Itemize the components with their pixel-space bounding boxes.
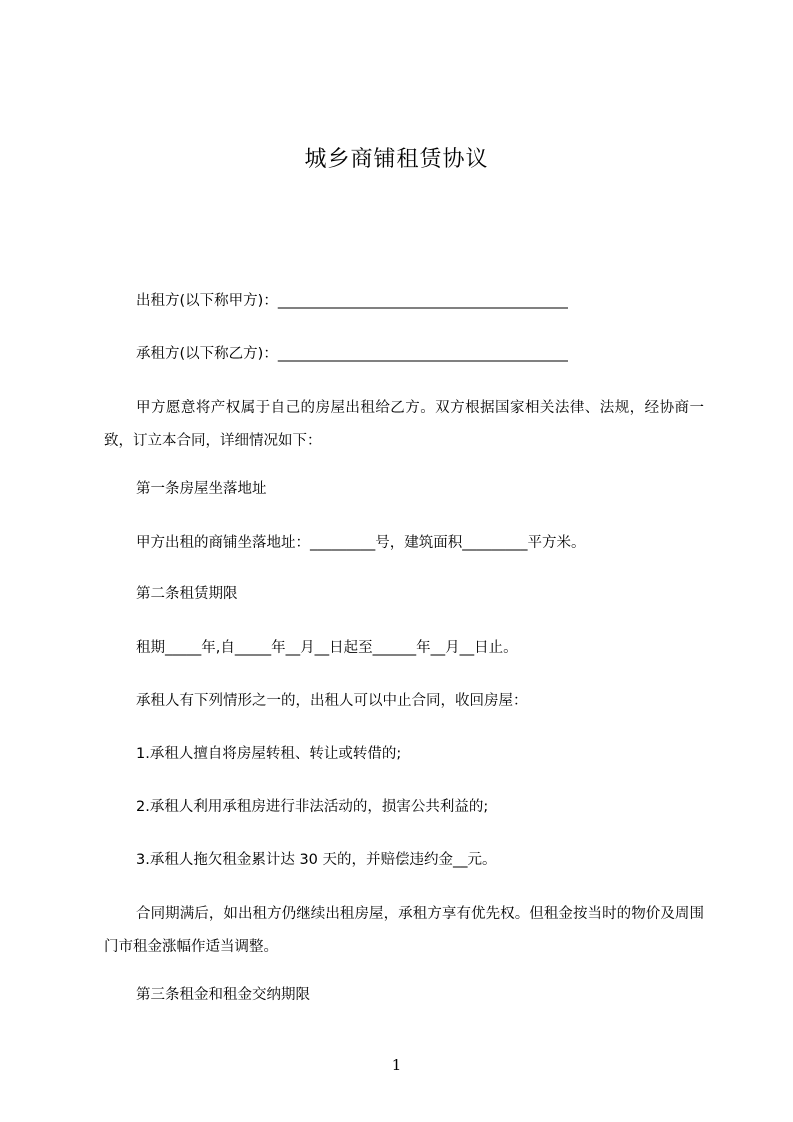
- termination-item: 2.承租人利用承租房进行非法活动的，损害公共利益的;: [136, 799, 489, 815]
- document-title: 城乡商铺租赁协议: [304, 147, 489, 172]
- article-1-heading: 第一条房屋坐落地址: [136, 481, 267, 497]
- lessee-line: 承租方(以下称乙方)：________________________________________: [136, 346, 568, 362]
- page-number: 1: [391, 1056, 402, 1074]
- lessor-line: 出租方(以下称甲方)：________________________________________: [136, 293, 568, 309]
- intro-paragraph: 甲方愿意将产权属于自己的房屋出租给乙方。双方根据国家相关法律、法规，经协商一致，订立本合同，详细情况如下：: [104, 400, 704, 449]
- termination-intro: 承租人有下列情形之一的，出租人可以中止合同，收回房屋：: [136, 693, 528, 709]
- renewal-paragraph: 合同期满后，如出租方仍继续出租房屋，承租方享有优先权。但租金按当时的物价及周围门市租金涨幅作适当调整。: [104, 906, 704, 955]
- article-3-heading: 第三条租金和租金交纳期限: [136, 987, 310, 1003]
- termination-item: 3.承租人拖欠租金累计达 30 天的，并赔偿违约金__元。: [136, 852, 497, 868]
- article-1-text: 甲方出租的商铺坐落地址：_________号，建筑面积_________平方米。: [136, 535, 586, 551]
- termination-item: 1.承租人擅自将房屋转租、转让或转借的;: [136, 746, 402, 762]
- article-2-term: 租期_____年,自_____年__月__日起至______年__月__日止。: [136, 640, 518, 656]
- article-2-heading: 第二条租赁期限: [136, 586, 238, 602]
